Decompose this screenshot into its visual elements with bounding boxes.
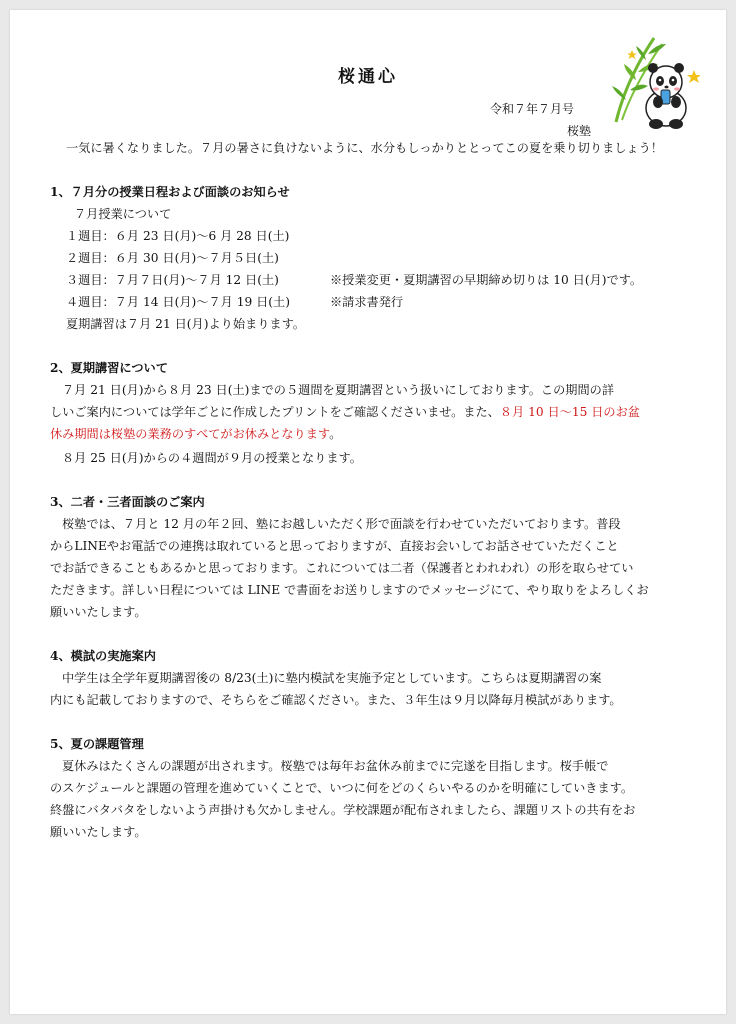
homework-line-2: のスケジュールと課題の管理を進めていくことで、いつに何をどのくらいやるのかを明確にしていきます。 — [50, 781, 634, 795]
mock-exam-line-1: 中学生は全学年夏期講習後の 8/23(土)に塾内模試を実施予定としています。こちらは夏期講習の案 — [62, 671, 602, 685]
mock-exam-line-2: 内にも記載しておりますので、そちらをご確認ください。また、３年生は９月以降毎月模試があります。 — [50, 693, 622, 707]
meetings-line-4: ただきます。詳しい日程については LINE で書面をお送りしますのでメッセージにて、やり取りをよろしくお — [50, 583, 649, 597]
school-name: 桜塾 — [567, 124, 592, 138]
section-heading-summer-course: 2、夏期講習について — [50, 361, 168, 375]
section-heading-mock-exam: 4、模試の実施案内 — [50, 649, 156, 663]
homework-line-3: 終盤にバタバタをしないよう声掛けも欠かしません。学校課題が配布されましたら、課題リストの共有をお — [50, 803, 636, 817]
schedule-week-4: ４週目：７月 14 日(月)～７月 19 日(土) — [66, 295, 290, 309]
summer-course-line-2-text: しいご案内については学年ごとに作成したプリントをご確認くださいませ。また、 — [50, 405, 500, 419]
summer-course-line-3 — [50, 426, 341, 442]
meetings-line-3: でお話できることもあるかと思っております。これについては二者（保護者とわれわれ）の形を取らせてい — [50, 561, 634, 575]
schedule-subheading: ７月授業について — [74, 207, 172, 221]
summer-start-text: 夏期講習は７月 21 日(月)より始まります。 — [66, 317, 305, 331]
panda-with-bamboo-icon — [608, 30, 700, 130]
schedule-week-3-note: ※授業変更・夏期講習の早期締め切りは 10 日(月)です。 — [330, 273, 643, 287]
summer-course-line-1: ７月 21 日(月)から８月 23 日(土)までの５週間を夏期講習という扱いにしております。この期間の詳 — [62, 383, 615, 397]
meetings-line-2: からLINEやお電話での連携は取れていると思っておりますが、直接お会いしてお話させていただくこと — [50, 539, 619, 553]
newsletter-title: 桜通心 — [338, 67, 398, 87]
intro-text: 一気に暑くなりました。７月の暑さに負けないように、水分もしっかりととってこの夏を乗り切りましょう！ — [66, 141, 663, 155]
summer-course-line-4: ８月 25 日(月)からの４週間が９月の授業となります。 — [62, 451, 362, 465]
schedule-week-4-note: ※請求書発行 — [330, 295, 404, 309]
schedule-week-2: ２週目：６月 30 日(月)～７月５日(土) — [66, 251, 279, 265]
issue-date: 令和７年７月号 — [490, 102, 575, 116]
summer-course-line-2 — [50, 404, 640, 420]
section-heading-meetings: 3、二者・三者面談のご案内 — [50, 495, 205, 509]
summer-course-line-3-end: 。 — [329, 427, 342, 441]
meetings-line-5: 願いいたします。 — [50, 605, 147, 619]
section-heading-schedule: 1、７月分の授業日程および面談のお知らせ — [50, 185, 290, 199]
homework-line-4: 願いいたします。 — [50, 825, 147, 839]
section-heading-homework: 5、夏の課題管理 — [50, 737, 144, 751]
schedule-week-1: １週目：６月 23 日(月)～6 月 28 日(土) — [66, 229, 290, 243]
obon-holiday-notice-start: ８月 10 日～15 日のお盆 — [499, 405, 640, 419]
document-page — [10, 10, 726, 1014]
obon-holiday-notice-end: 休み期間は桜塾の業務のすべてがお休みとなります — [50, 427, 330, 441]
schedule-week-3: ３週目：７月７日(月)～７月 12 日(土) — [66, 273, 279, 287]
homework-line-1: 夏休みはたくさんの課題が出されます。桜塾では毎年お盆休み前までに完遂を目指します。桜手帳で — [62, 759, 609, 773]
meetings-line-1: 桜塾では、７月と 12 月の年２回、塾にお越しいただく形で面談を行わせていただいております。普段 — [62, 517, 621, 531]
